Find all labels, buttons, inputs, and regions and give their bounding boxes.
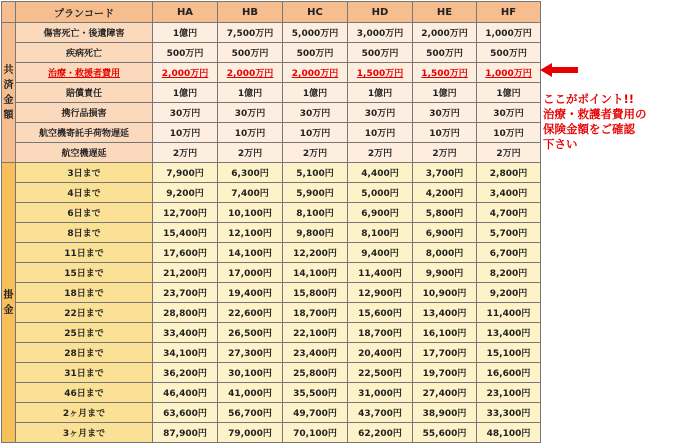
premium-value: 23,400円	[283, 343, 348, 363]
premium-row	[2, 243, 541, 263]
premium-value: 20,400円	[348, 343, 413, 363]
coverage-value: 500万円	[348, 43, 413, 63]
premium-row	[2, 323, 541, 343]
premium-value: 10,100円	[218, 203, 283, 223]
coverage-label: 賠償責任	[16, 83, 153, 103]
premium-value: 15,800円	[283, 283, 348, 303]
coverage-label: 治療・救援者費用	[16, 63, 153, 83]
premium-value: 8,200円	[477, 263, 541, 283]
premium-value: 6,900円	[348, 203, 413, 223]
premium-value: 70,100円	[283, 423, 348, 443]
plan-header: HF	[477, 2, 541, 23]
premium-value: 41,000円	[218, 383, 283, 403]
premium-value: 38,900円	[413, 403, 477, 423]
plan-code-header: プランコード	[16, 2, 153, 23]
coverage-label: 航空機寄託手荷物遅延	[16, 123, 153, 143]
premium-value: 14,100円	[218, 243, 283, 263]
coverage-value: 10万円	[413, 123, 477, 143]
coverage-value: 2,000万円	[218, 63, 283, 83]
callout-note	[543, 92, 673, 152]
premium-value: 30,100円	[218, 363, 283, 383]
period-label: 18日まで	[16, 283, 153, 303]
coverage-value: 1億円	[348, 83, 413, 103]
premium-value: 9,200円	[153, 183, 218, 203]
coverage-value: 2万円	[218, 143, 283, 163]
premium-value: 5,700円	[477, 223, 541, 243]
coverage-row	[2, 123, 541, 143]
premium-value: 5,100円	[283, 163, 348, 183]
coverage-value: 500万円	[218, 43, 283, 63]
premium-value: 87,900円	[153, 423, 218, 443]
premium-value: 28,800円	[153, 303, 218, 323]
plan-header: HC	[283, 2, 348, 23]
premium-value: 11,400円	[477, 303, 541, 323]
premium-value: 22,600円	[218, 303, 283, 323]
premium-value: 8,000円	[413, 243, 477, 263]
premium-value: 13,400円	[477, 323, 541, 343]
coverage-value: 30万円	[413, 103, 477, 123]
period-label: 31日まで	[16, 363, 153, 383]
coverage-value: 5,000万円	[283, 23, 348, 43]
premium-value: 31,000円	[348, 383, 413, 403]
premium-row	[2, 203, 541, 223]
premium-value: 4,200円	[413, 183, 477, 203]
premium-value: 15,100円	[477, 343, 541, 363]
period-label: 3ヶ月まで	[16, 423, 153, 443]
corner-cell	[2, 2, 16, 23]
callout-line: ここがポイント!!	[543, 92, 634, 106]
premium-value: 23,700円	[153, 283, 218, 303]
period-label: 28日まで	[16, 343, 153, 363]
premium-row	[2, 383, 541, 403]
premium-value: 48,100円	[477, 423, 541, 443]
premium-value: 25,800円	[283, 363, 348, 383]
coverage-value: 1,000万円	[477, 63, 541, 83]
premium-value: 18,700円	[348, 323, 413, 343]
premium-row	[2, 263, 541, 283]
premium-value: 7,400円	[218, 183, 283, 203]
premium-value: 7,900円	[153, 163, 218, 183]
premium-value: 33,400円	[153, 323, 218, 343]
premium-value: 10,900円	[413, 283, 477, 303]
coverage-value: 500万円	[413, 43, 477, 63]
premium-value: 13,400円	[413, 303, 477, 323]
coverage-value: 30万円	[153, 103, 218, 123]
premium-value: 16,600円	[477, 363, 541, 383]
premium-row	[2, 283, 541, 303]
coverage-value: 10万円	[283, 123, 348, 143]
premium-row	[2, 163, 541, 183]
period-label: 3日まで	[16, 163, 153, 183]
coverage-value: 1億円	[153, 23, 218, 43]
premium-value: 56,700円	[218, 403, 283, 423]
coverage-row	[2, 83, 541, 103]
premium-value: 16,100円	[413, 323, 477, 343]
premium-value: 15,400円	[153, 223, 218, 243]
premium-value: 55,600円	[413, 423, 477, 443]
premium-value: 6,900円	[413, 223, 477, 243]
coverage-value: 2万円	[477, 143, 541, 163]
coverage-row	[2, 143, 541, 163]
premium-row	[2, 343, 541, 363]
premium-value: 23,100円	[477, 383, 541, 403]
coverage-label: 航空機遅延	[16, 143, 153, 163]
coverage-value: 7,500万円	[218, 23, 283, 43]
premium-value: 5,800円	[413, 203, 477, 223]
callout-line: 下さい	[543, 137, 578, 151]
period-label: 11日まで	[16, 243, 153, 263]
premium-value: 8,100円	[348, 223, 413, 243]
coverage-value: 30万円	[348, 103, 413, 123]
premium-value: 17,600円	[153, 243, 218, 263]
premium-value: 35,500円	[283, 383, 348, 403]
coverage-value: 10万円	[477, 123, 541, 143]
coverage-value: 1,500万円	[348, 63, 413, 83]
coverage-value: 1億円	[413, 83, 477, 103]
premium-row	[2, 403, 541, 423]
period-label: 6日まで	[16, 203, 153, 223]
coverage-value: 30万円	[477, 103, 541, 123]
premium-value: 63,600円	[153, 403, 218, 423]
premium-value: 18,700円	[283, 303, 348, 323]
premium-value: 33,300円	[477, 403, 541, 423]
premium-row	[2, 363, 541, 383]
premium-value: 22,100円	[283, 323, 348, 343]
premium-value: 4,700円	[477, 203, 541, 223]
premium-value: 6,300円	[218, 163, 283, 183]
premium-row	[2, 183, 541, 203]
coverage-value: 3,000万円	[348, 23, 413, 43]
period-label: 25日まで	[16, 323, 153, 343]
coverage-value: 2,000万円	[413, 23, 477, 43]
premium-value: 26,500円	[218, 323, 283, 343]
premium-value: 21,200円	[153, 263, 218, 283]
premium-value: 3,400円	[477, 183, 541, 203]
premium-value: 12,100円	[218, 223, 283, 243]
premium-value: 17,000円	[218, 263, 283, 283]
coverage-value: 10万円	[153, 123, 218, 143]
premium-value: 9,900円	[413, 263, 477, 283]
period-label: 2ヶ月まで	[16, 403, 153, 423]
premium-value: 46,400円	[153, 383, 218, 403]
premium-value: 4,400円	[348, 163, 413, 183]
plan-header: HE	[413, 2, 477, 23]
coverage-row	[2, 103, 541, 123]
coverage-value: 1,500万円	[413, 63, 477, 83]
premium-value: 5,000円	[348, 183, 413, 203]
coverage-label: 携行品損害	[16, 103, 153, 123]
premium-value: 19,700円	[413, 363, 477, 383]
coverage-value: 2万円	[153, 143, 218, 163]
premium-value: 12,700円	[153, 203, 218, 223]
premium-value: 8,100円	[283, 203, 348, 223]
coverage-side-label: 共 済 金 額	[2, 23, 16, 163]
coverage-value: 1億円	[477, 83, 541, 103]
coverage-value: 2,000万円	[153, 63, 218, 83]
coverage-label: 傷害死亡・後遺障害	[16, 23, 153, 43]
coverage-value: 2万円	[413, 143, 477, 163]
period-label: 46日まで	[16, 383, 153, 403]
premium-value: 12,200円	[283, 243, 348, 263]
coverage-value: 30万円	[218, 103, 283, 123]
premium-value: 3,700円	[413, 163, 477, 183]
coverage-value: 500万円	[283, 43, 348, 63]
period-label: 8日まで	[16, 223, 153, 243]
premium-value: 34,100円	[153, 343, 218, 363]
plan-header: HA	[153, 2, 218, 23]
premium-side-label: 掛 金	[2, 163, 16, 443]
plan-header: HB	[218, 2, 283, 23]
coverage-row	[2, 43, 541, 63]
premium-value: 5,900円	[283, 183, 348, 203]
premium-value: 36,200円	[153, 363, 218, 383]
coverage-value: 10万円	[218, 123, 283, 143]
period-label: 15日まで	[16, 263, 153, 283]
premium-value: 9,200円	[477, 283, 541, 303]
premium-value: 14,100円	[283, 263, 348, 283]
premium-value: 43,700円	[348, 403, 413, 423]
period-label: 22日まで	[16, 303, 153, 323]
premium-value: 12,900円	[348, 283, 413, 303]
premium-value: 19,400円	[218, 283, 283, 303]
premium-value: 17,700円	[413, 343, 477, 363]
premium-value: 49,700円	[283, 403, 348, 423]
coverage-label: 疾病死亡	[16, 43, 153, 63]
callout-line: 保険金額をご確認	[543, 122, 635, 136]
plan-header: HD	[348, 2, 413, 23]
coverage-value: 30万円	[283, 103, 348, 123]
premium-value: 62,200円	[348, 423, 413, 443]
premium-value: 2,800円	[477, 163, 541, 183]
coverage-row	[2, 63, 541, 83]
coverage-value: 500万円	[477, 43, 541, 63]
coverage-value: 1,000万円	[477, 23, 541, 43]
arrow-left-icon	[540, 63, 578, 77]
premium-value: 15,600円	[348, 303, 413, 323]
callout-line: 治療・救護者費用の	[543, 107, 647, 121]
premium-row	[2, 303, 541, 323]
premium-value: 9,400円	[348, 243, 413, 263]
period-label: 4日まで	[16, 183, 153, 203]
coverage-value: 2,000万円	[283, 63, 348, 83]
premium-value: 27,400円	[413, 383, 477, 403]
coverage-row	[2, 23, 541, 43]
coverage-value: 2万円	[283, 143, 348, 163]
coverage-value: 2万円	[348, 143, 413, 163]
premium-value: 11,400円	[348, 263, 413, 283]
coverage-value: 1億円	[153, 83, 218, 103]
premium-value: 22,500円	[348, 363, 413, 383]
premium-value: 6,700円	[477, 243, 541, 263]
coverage-value: 10万円	[348, 123, 413, 143]
header-row	[2, 2, 541, 23]
premium-value: 79,000円	[218, 423, 283, 443]
coverage-value: 1億円	[218, 83, 283, 103]
premium-row	[2, 223, 541, 243]
coverage-value: 1億円	[283, 83, 348, 103]
premium-value: 9,800円	[283, 223, 348, 243]
coverage-value: 500万円	[153, 43, 218, 63]
plan-table	[1, 1, 541, 443]
premium-value: 27,300円	[218, 343, 283, 363]
